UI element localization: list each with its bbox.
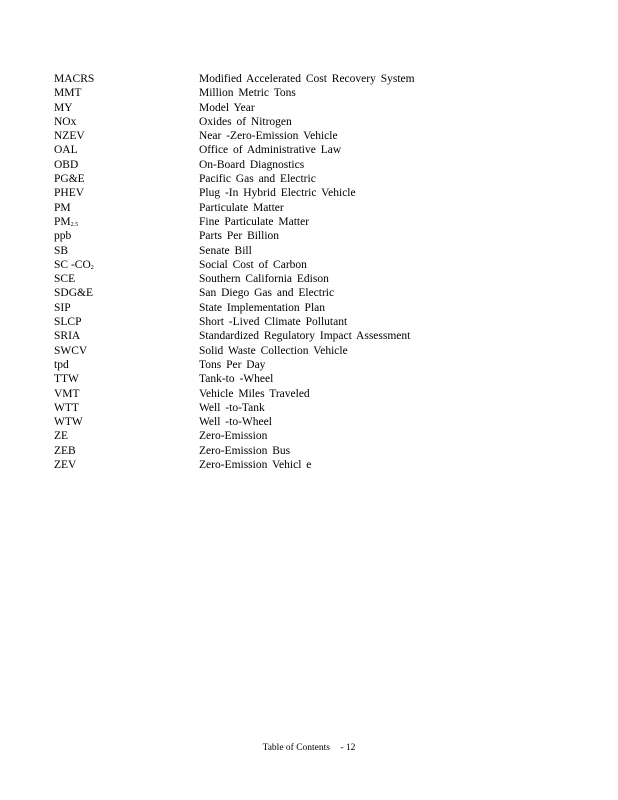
acronym-term	[54, 244, 199, 258]
acronym-definition: Zero-Emission Vehicl e	[199, 459, 312, 472]
acronym-term	[54, 272, 199, 286]
footer-label: Table of Contents	[262, 743, 330, 753]
acronym-term-text: MY	[54, 101, 73, 114]
acronym-definition: Pacific Gas and Electric	[199, 173, 316, 186]
acronym-row	[54, 444, 554, 458]
acronym-row	[54, 258, 554, 272]
acronym-row	[54, 101, 554, 115]
page-number: - 12	[340, 743, 356, 753]
acronym-term	[54, 344, 199, 358]
acronym-term	[54, 415, 199, 429]
acronym-term-text: tpd	[54, 358, 69, 371]
acronym-definition: Particulate Matter	[199, 201, 284, 214]
acronym-definition: On-Board Diagnostics	[199, 158, 305, 171]
acronym-term	[54, 115, 199, 129]
acronym-row	[54, 315, 554, 329]
acronym-definition: Short -Lived Climate Pollutant	[199, 316, 348, 329]
page-footer	[0, 742, 618, 754]
acronym-definition: Social Cost of Carbon	[199, 258, 307, 271]
acronym-row	[54, 329, 554, 343]
acronym-row	[54, 372, 554, 386]
acronym-row	[54, 115, 554, 129]
acronym-definition: Near -Zero-Emission Vehicle	[199, 130, 338, 143]
acronym-term-text: SLCP	[54, 316, 82, 329]
acronym-row	[54, 229, 554, 243]
acronym-row	[54, 458, 554, 472]
acronym-term	[54, 172, 199, 186]
acronym-definition: Vehicle Miles Traveled	[199, 387, 310, 400]
acronym-definition: Senate Bill	[199, 244, 252, 257]
acronym-term-text: MMT	[54, 87, 82, 100]
acronym-term-text: SRIA	[54, 330, 81, 343]
acronym-row	[54, 172, 554, 186]
acronym-definition: Parts Per Billion	[199, 230, 280, 243]
acronym-definition: Fine Particulate Matter	[199, 215, 310, 228]
acronym-definition: Tons Per Day	[199, 358, 266, 371]
acronym-row	[54, 186, 554, 200]
acronym-term-text: PHEV	[54, 187, 85, 200]
acronym-row	[54, 244, 554, 258]
acronym-definition: Solid Waste Collection Vehicle	[199, 344, 348, 357]
acronym-term	[54, 258, 199, 272]
acronym-row	[54, 72, 554, 86]
acronym-term-text: ppb	[54, 230, 72, 243]
acronym-row	[54, 415, 554, 429]
acronym-definition: Plug -In Hybrid Electric Vehicle	[199, 187, 356, 200]
acronym-term-text: WTW	[54, 416, 83, 429]
acronym-term	[54, 329, 199, 343]
acronym-term-text: ZE	[54, 430, 69, 443]
acronym-term-text: WTT	[54, 401, 79, 414]
acronym-term-text: NZEV	[54, 130, 85, 143]
acronym-row	[54, 401, 554, 415]
acronym-term	[54, 229, 199, 243]
acronym-subscript: 2.5	[70, 221, 79, 228]
acronym-term	[54, 372, 199, 386]
acronym-row	[54, 201, 554, 215]
acronym-term	[54, 158, 199, 172]
acronym-subscript: 2	[90, 264, 94, 271]
acronym-term-text: SWCV	[54, 344, 88, 357]
acronym-term-text: SIP	[54, 301, 71, 314]
acronym-definition: Tank-to -Wheel	[199, 373, 274, 386]
acronym-term-text: PM	[54, 215, 71, 228]
acronym-term	[54, 301, 199, 315]
acronym-term-text: PG&E	[54, 173, 85, 186]
acronym-definition: San Diego Gas and Electric	[199, 287, 335, 300]
acronym-row	[54, 86, 554, 100]
acronym-row	[54, 387, 554, 401]
acronym-definition: Oxides of Nitrogen	[199, 115, 292, 128]
acronym-row	[54, 358, 554, 372]
acronym-row	[54, 272, 554, 286]
acronym-definition: Million Metric Tons	[199, 87, 296, 100]
acronym-definition: Zero-Emission Bus	[199, 444, 291, 457]
acronym-term-text: ZEV	[54, 459, 77, 472]
acronym-row	[54, 129, 554, 143]
acronym-term-text: ZEB	[54, 444, 76, 457]
acronym-term	[54, 101, 199, 115]
acronym-term	[54, 286, 199, 300]
acronym-term	[54, 72, 199, 86]
acronym-term	[54, 387, 199, 401]
acronym-term-text: SC -CO	[54, 258, 91, 271]
acronym-definition: Well -to-Wheel	[199, 416, 272, 429]
acronym-term-text: OAL	[54, 144, 78, 157]
acronym-term	[54, 458, 199, 472]
acronym-term-text: VMT	[54, 387, 80, 400]
acronym-definition: Well -to-Tank	[199, 401, 265, 414]
acronym-term	[54, 143, 199, 157]
acronym-row	[54, 143, 554, 157]
acronym-term-text: SDG&E	[54, 287, 93, 300]
acronym-row	[54, 344, 554, 358]
acronym-definition: Office of Administrative Law	[199, 144, 342, 157]
acronym-definition: State Implementation Plan	[199, 301, 326, 314]
acronym-definition: Model Year	[199, 101, 255, 114]
acronym-row	[54, 301, 554, 315]
acronym-term	[54, 215, 199, 229]
acronym-term	[54, 358, 199, 372]
acronym-definition: Standardized Regulatory Impact Assessment	[199, 330, 411, 343]
acronym-term	[54, 129, 199, 143]
acronym-term-text: OBD	[54, 158, 79, 171]
acronym-term-text: SB	[54, 244, 69, 257]
acronym-term-text: SCE	[54, 273, 76, 286]
acronym-definition: Southern California Edison	[199, 273, 329, 286]
acronym-definition: Modified Accelerated Cost Recovery System	[199, 73, 415, 85]
acronym-term-text: TTW	[54, 373, 79, 386]
acronym-row	[54, 158, 554, 172]
acronym-term-text: PM	[54, 201, 71, 214]
acronym-term	[54, 86, 199, 100]
acronym-term	[54, 401, 199, 415]
acronym-term-text: MACRS	[54, 73, 95, 85]
acronym-term-text: NOx	[54, 115, 77, 128]
acronym-row	[54, 429, 554, 443]
acronym-term	[54, 444, 199, 458]
acronym-list	[54, 72, 554, 472]
acronym-row	[54, 215, 554, 229]
acronym-term	[54, 315, 199, 329]
acronym-term	[54, 186, 199, 200]
acronym-term	[54, 429, 199, 443]
acronym-term	[54, 201, 199, 215]
acronym-definition: Zero-Emission	[199, 430, 268, 443]
acronym-row	[54, 286, 554, 300]
